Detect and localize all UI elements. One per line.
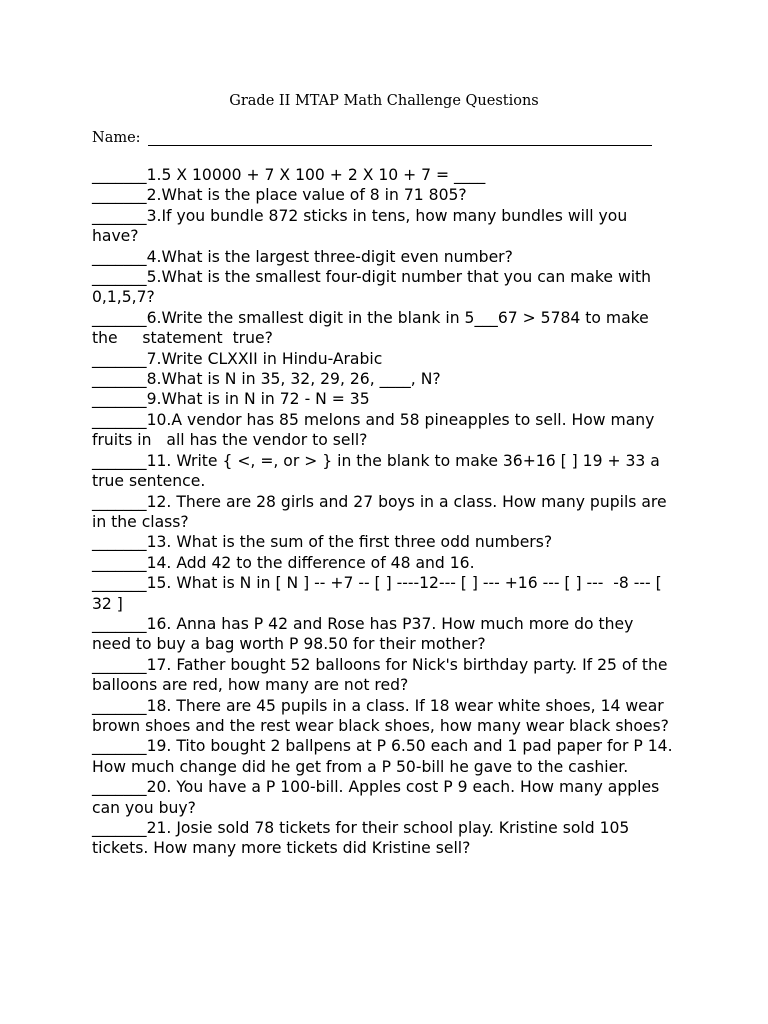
- question-item: _______16. Anna has P 42 and Rose has P37. How much more do they need to buy a bag worth P 98.50 for their mother?: [92, 614, 639, 654]
- question-item: _______9.What is in N in 72 - N = 35: [92, 390, 370, 409]
- question-item: _______17. Father bought 52 balloons for Nick's birthday party. If 25 of the balloons are red, how many are not red?: [92, 655, 673, 695]
- question-item: _______18. There are 45 pupils in a class. If 18 wear white shoes, 14 wear brown shoes and the rest wear black shoes, how many wear black shoes?: [92, 696, 669, 735]
- question-item: _______3.If you bundle 872 sticks in tens, how many bundles will you have?: [92, 206, 633, 246]
- question-item: _______6.Write the smallest digit in the blank in 5___67 > 5784 to make the statement true?: [92, 308, 654, 348]
- question-item: _______19. Tito bought 2 ballpens at P 6.50 each and 1 pad paper for P 14. How much change did he get from a P 50-bill he gave to the cashier.: [92, 737, 678, 776]
- name-field-row: [92, 128, 652, 148]
- question-item: _______11. Write { <, =, or > } in the blank to make 36+16 [ ] 19 + 33 a true sentence.: [92, 451, 665, 491]
- question-item: _______15. What is N in [ N ] -- +7 -- [ ] ----12--- [ ] --- +16 --- [ ] --- -8 --- [ 32 ]: [92, 574, 667, 613]
- question-item: _______12. There are 28 girls and 27 boys in a class. How many pupils are in the class?: [92, 492, 672, 531]
- question-item: _______4.What is the largest three-digit even number?: [92, 247, 513, 266]
- question-item: _______2.What is the place value of 8 in 71 805?: [92, 186, 467, 205]
- name-label: Name:: [92, 130, 141, 146]
- question-item: _______5.What is the smallest four-digit number that you can make with 0,1,5,7?: [92, 268, 656, 307]
- question-list: [92, 165, 678, 859]
- question-item: _______1.5 X 10000 + 7 X 100 + 2 X 10 + 7 = ____: [92, 166, 486, 184]
- question-item: _______21. Josie sold 78 tickets for their school play. Kristine sold 105 tickets. How many more tickets did Kristine sell?: [92, 819, 635, 858]
- question-item: _______7.Write CLXXII in Hindu-Arabic: [92, 349, 383, 368]
- question-item: _______20. You have a P 100-bill. Apples cost P 9 each. How many apples can you buy?: [92, 778, 665, 817]
- name-blank-line: [148, 145, 652, 146]
- question-item: _______8.What is N in 35, 32, 29, 26, ____, N?: [92, 370, 441, 389]
- question-item: _______14. Add 42 to the difference of 48 and 16.: [92, 553, 475, 572]
- question-item: _______13. What is the sum of the first three odd numbers?: [92, 533, 553, 552]
- page-title: Grade II MTAP Math Challenge Questions: [229, 93, 539, 109]
- question-item: _______10.A vendor has 85 melons and 58 pineapples to sell. How many fruits in all has the vendor to sell?: [92, 410, 660, 450]
